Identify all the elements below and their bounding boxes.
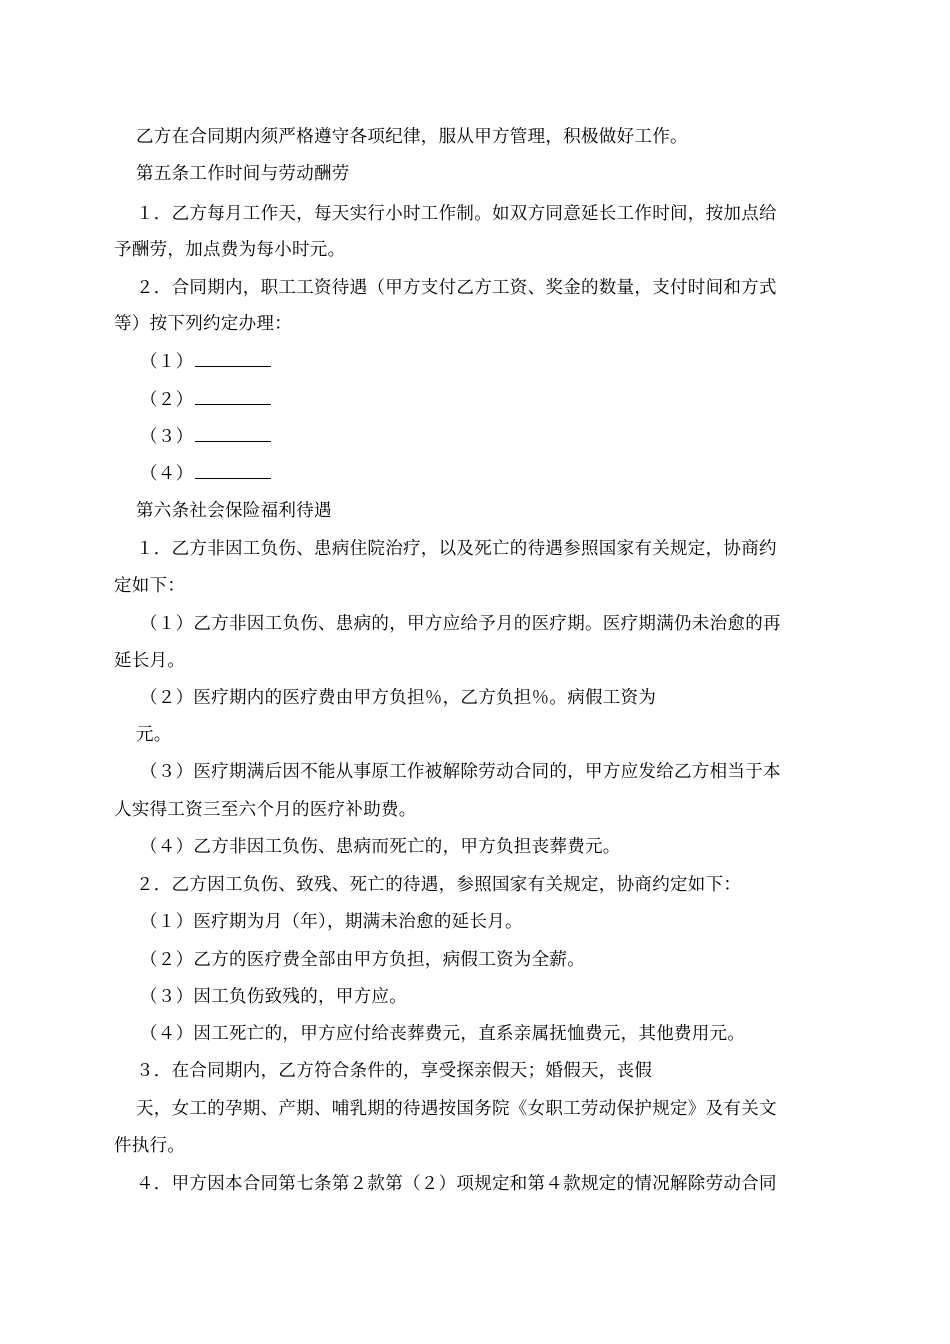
paragraph-line: 予酬劳，加点费为每小时元。 xyxy=(114,240,346,260)
paragraph-line: （１）医疗期为月（年），期满未治愈的延长月。 xyxy=(140,912,523,932)
paragraph-line: 件执行。 xyxy=(114,1136,186,1156)
paragraph-line: ２．乙方因工负伤、致残、死亡的待遇，参照国家有关规定，协商约定如下： xyxy=(136,875,742,895)
paragraph-line: ２．合同期内，职工工资待遇（甲方支付乙方工资、奖金的数量，支付时间和方式 xyxy=(136,278,777,298)
paragraph-line: （１）乙方非因工负伤、患病的，甲方应给予月的医疗期。医疗期满仍未治愈的再 xyxy=(140,614,781,634)
paragraph-line: １．乙方每月工作天，每天实行小时工作制。如双方同意延长工作时间，按加点给 xyxy=(136,204,777,224)
list-item-label: （４） xyxy=(140,464,194,484)
list-item xyxy=(0,461,950,487)
list-item-label: （２） xyxy=(140,390,194,410)
list-item xyxy=(0,424,950,450)
paragraph-line: （３）因工负伤致残的，甲方应。 xyxy=(140,987,407,1007)
paragraph-line: １．乙方非因工负伤、患病住院治疗，以及死亡的待遇参照国家有关规定，协商约 xyxy=(136,539,777,559)
list-item xyxy=(0,387,950,413)
fill-in-blank[interactable] xyxy=(195,388,271,405)
paragraph-line: 元。 xyxy=(136,725,172,745)
paragraph-line: ３．在合同期内，乙方符合条件的，享受探亲假天；婚假天，丧假 xyxy=(136,1061,653,1081)
paragraph-line: 定如下： xyxy=(114,576,186,596)
paragraph-line: （４）因工死亡的，甲方应付给丧葬费元，直系亲属抚恤费元，其他费用元。 xyxy=(140,1024,746,1044)
paragraph-line: 乙方在合同期内须严格遵守各项纪律，服从甲方管理，积极做好工作。 xyxy=(136,127,688,147)
list-item xyxy=(0,349,950,375)
paragraph-line: 等）按下列约定办理： xyxy=(114,314,292,334)
paragraph-line: 人实得工资三至六个月的医疗补助费。 xyxy=(114,800,417,820)
section-heading-5: 第五条工作时间与劳动酬劳 xyxy=(136,164,350,184)
list-item-label: （３） xyxy=(140,427,194,447)
fill-in-blank[interactable] xyxy=(195,425,271,442)
paragraph-line: （３）医疗期满后因不能从事原工作被解除劳动合同的，甲方应发给乙方相当于本 xyxy=(140,762,781,782)
paragraph-line: 延长月。 xyxy=(114,651,186,671)
fill-in-blank[interactable] xyxy=(195,462,271,479)
fill-in-blank[interactable] xyxy=(195,350,271,367)
paragraph-line: （４）乙方非因工负伤、患病而死亡的，甲方负担丧葬费元。 xyxy=(140,837,621,857)
paragraph-line: ４．甲方因本合同第七条第２款第（２）项规定和第４款规定的情况解除劳动合同 xyxy=(136,1174,777,1194)
paragraph-line: 天，女工的孕期、产期、哺乳期的待遇按国务院《女职工劳动保护规定》及有关文 xyxy=(136,1099,777,1119)
list-item-label: （１） xyxy=(140,352,194,372)
paragraph-line: （２）医疗期内的医疗费由甲方负担％，乙方负担％。病假工资为 xyxy=(140,688,657,708)
paragraph-line: （２）乙方的医疗费全部由甲方负担，病假工资为全薪。 xyxy=(140,950,585,970)
section-heading-6: 第六条社会保险福利待遇 xyxy=(136,501,332,521)
